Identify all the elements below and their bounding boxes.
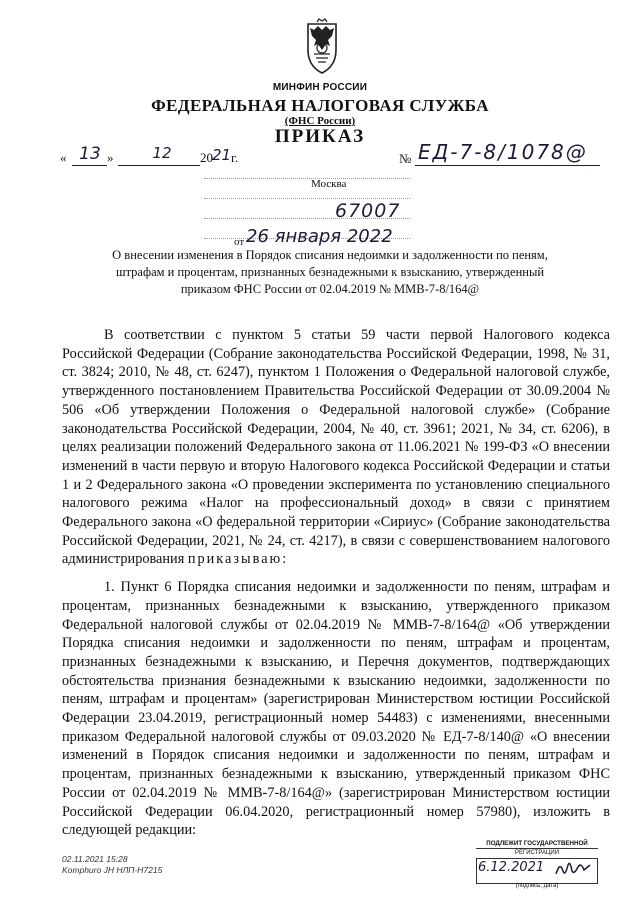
quote-open: « — [60, 150, 67, 165]
stamp-line-1: ПОДЛЕЖИТ ГОСУДАРСТВЕННОЙ — [476, 840, 598, 849]
footer-timestamp: 02.11.2021 15:28 — [62, 854, 128, 864]
signature-icon — [554, 859, 592, 879]
document-title: О внесении изменения в Порядок списания недоимки и задолженности по пеням, штрафам и процентам, признанных безнадежными к взысканию, утвержденный приказом ФНС России от 02.04.2019 № ММВ-7-8/164@ — [112, 248, 548, 296]
order-colon: : — [282, 551, 287, 568]
registration-date-prefix: от — [234, 236, 245, 248]
month-underline — [118, 165, 200, 166]
stamp-line-2: РЕГИСТРАЦИИ — [514, 850, 560, 856]
order-number: ЕД-7-8/1078@ — [418, 140, 588, 164]
document-body — [62, 326, 610, 840]
coat-of-arms-icon — [300, 18, 344, 76]
day-underline — [72, 165, 107, 166]
year-suffix: г. — [231, 150, 239, 165]
preamble-paragraph — [62, 326, 610, 569]
footer-note — [62, 854, 162, 876]
stamp-caption: (подпись, дата) — [515, 883, 559, 889]
stamp-date: 6.12.2021 — [478, 860, 545, 875]
document-type: ПРИКАЗ — [274, 126, 366, 147]
order-month: 12 — [152, 144, 172, 162]
registration-number: 67007 — [335, 200, 401, 222]
footer-author: Komphuro JH HЛП-H7215 — [62, 865, 163, 875]
number-sign: № — [399, 151, 412, 166]
order-day: 13 — [79, 144, 101, 164]
registration-date: 26 января 2022 — [246, 226, 393, 247]
year-prefix: 20 — [200, 150, 213, 165]
ministry-name: МИНФИН РОССИИ — [272, 82, 368, 93]
justice-registration-stamp — [476, 840, 598, 892]
number-underline — [415, 165, 600, 166]
service-short-name: (ФНС России) — [284, 115, 356, 127]
place-of-issue: Москва — [311, 178, 347, 190]
item-1-paragraph: 1. Пункт 6 Порядка списания недоимки и задолженности по пеням, штрафам и процентам, признанных безнадежными к взысканию, утвержденного приказом Федеральной налоговой службы от 02.04.2019 № ММВ-7-8/164@ «Об утверждении Порядка списания недоимки и задолженности по пеням, штрафам и процентам, признанных безнадежными к взысканию, и Перечня документов, подтверждающих обстоятельства признания безнадежными к взысканию недоимки, задолженности по пеням, штрафам и процентам» (зарегистрирован Министерством юстиции Российской Федерации 23.04.2019, регистрационный номер 54483) с изменениями, внесенными приказом Федеральной налоговой службы от 09.03.2020 № ЕД-7-8/140@ «О внесении изменений в Порядок списания недоимки и задолженности по пеням, штрафам и процентам, признанных безнадежными к взысканию, утвержденный приказом ФНС России от 02.04.2019 № ММВ-7-8/164@» (зарегистрирован Министерством юстиции Российской Федерации 06.04.2020, регистрационный номер 57980), изложить в следующей редакции: — [62, 579, 610, 839]
order-year: 21 — [212, 146, 232, 164]
quote-close: » — [107, 150, 114, 165]
service-name: ФЕДЕРАЛЬНАЯ НАЛОГОВАЯ СЛУЖБА — [151, 96, 489, 115]
order-verb: приказываю — [187, 551, 283, 568]
preamble-text: В соответствии с пунктом 5 статьи 59 части первой Налогового кодекса Российской Федерации (Собрание законодательства Российской Федерации, 1998, № 31, ст. 3824; 2010, № 48, ст. 6247), пунктом 1 Положения о Федеральной налоговой службе, утвержденного постановлением Правительства Российской Федерации от 30.09.2004 № 506 «Об утверждении Положения о Федеральной налоговой службе» (Собрание законодательства Российской Федерации, 2004, № 40, ст. 3961; 2021, № 34, ст. 6206), в целях реализации положений Федерального закона от 11.06.2021 № 199-ФЗ «О внесении изменений в части первую и вторую Налогового кодекса Российской Федерации и статьи 1 и 2 Федерального закона «О проведении эксперимента по установлению специального налогового режима «Налог на профессиональный доход» в связи с принятием Федерального закона «О федеральной территории «Сириус» (Собрание законодательства Российской Федерации, 2021, № 24, ст. 4217), в связи с совершенствованием налогового администрирования — [62, 327, 610, 568]
